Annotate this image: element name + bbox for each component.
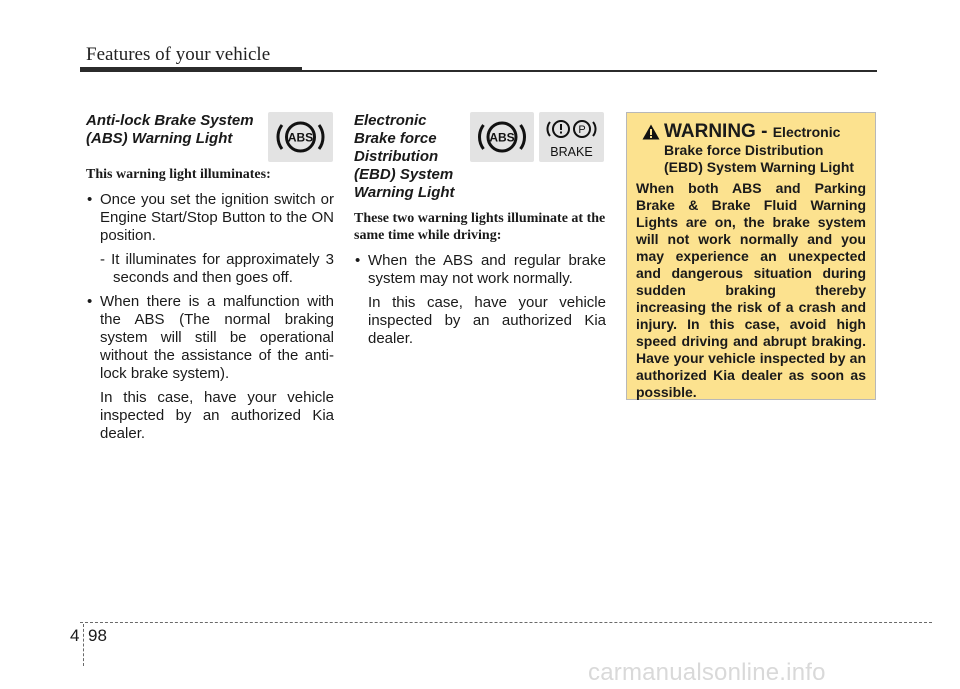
abs-bullet-1: • Once you set the ignition switch or Engine Start/Stop Button to the ON position. <box>86 191 334 245</box>
ebd-abs-icon-label: ABS <box>489 130 515 145</box>
warning-word: WARNING - <box>664 121 773 142</box>
abs-lead: This warning light illuminates: <box>86 167 271 182</box>
abs-heading-line2: (ABS) Warning Light <box>86 130 233 147</box>
page-header-title: Features of your vehicle <box>86 44 271 65</box>
brake-icon-p: P <box>578 124 586 136</box>
ebd-heading-line5: Warning Light <box>354 184 455 201</box>
warning-body: When both ABS and Parking Brake & Brake Fluid Warning Lights are on, the brake system will not work normally and you may experience an unexpected and dangerous situation during sudden braking thereby increasing the risk of a crash and injury. In this case, avoid high speed driving and abrupt braking. Have your vehicle inspected by an authorized Kia dealer as soon as possible. <box>636 180 866 400</box>
brake-icon-label: BRAKE <box>550 145 593 159</box>
abs-heading-line1: Anti-lock Brake System <box>86 112 254 129</box>
abs-para: In this case, have your vehicle inspected by an authorized Kia dealer. <box>100 389 334 442</box>
abs-bullet-2: • When there is a malfunction with the ABS (The normal braking system will still be operational without the assistance of the anti-lock brake system). <box>86 293 334 383</box>
warning-topic-line1: Electronic <box>772 124 841 140</box>
ebd-heading-line3: Distribution <box>354 148 439 165</box>
page-number: 98 <box>88 626 107 645</box>
warning-topic-line3: (EBD) System Warning Light <box>664 159 855 175</box>
abs-section <box>86 112 334 449</box>
warning-triangle-icon <box>642 124 660 140</box>
footer-divider <box>83 624 84 666</box>
ebd-heading-line4: (EBD) System <box>354 166 454 183</box>
warning-box <box>626 112 876 400</box>
warning-topic-line2: Brake force Distribution <box>664 142 824 158</box>
header-rule-thin <box>302 70 877 72</box>
abs-icon-label: ABS <box>287 130 314 145</box>
page-chapter: 4 <box>70 626 80 645</box>
header-rule-thick <box>80 67 302 72</box>
ebd-lead: These two warning lights illuminate at the same time while driving: <box>354 211 606 243</box>
footer-rule <box>80 622 932 623</box>
abs-sub-1: - It illuminates for approximately 3 seconds and then goes off. <box>100 251 334 286</box>
ebd-para: In this case, have your vehicle inspected by an authorized Kia dealer. <box>368 294 606 347</box>
warning-header <box>636 122 866 142</box>
ebd-bullet-1: • When the ABS and regular brake system may not work normally. <box>354 252 606 288</box>
ebd-heading-line1: Electronic <box>354 112 427 129</box>
ebd-section <box>354 112 606 354</box>
ebd-heading-line2: Brake force <box>354 130 437 147</box>
watermark: carmanualsonline.info <box>588 659 826 686</box>
